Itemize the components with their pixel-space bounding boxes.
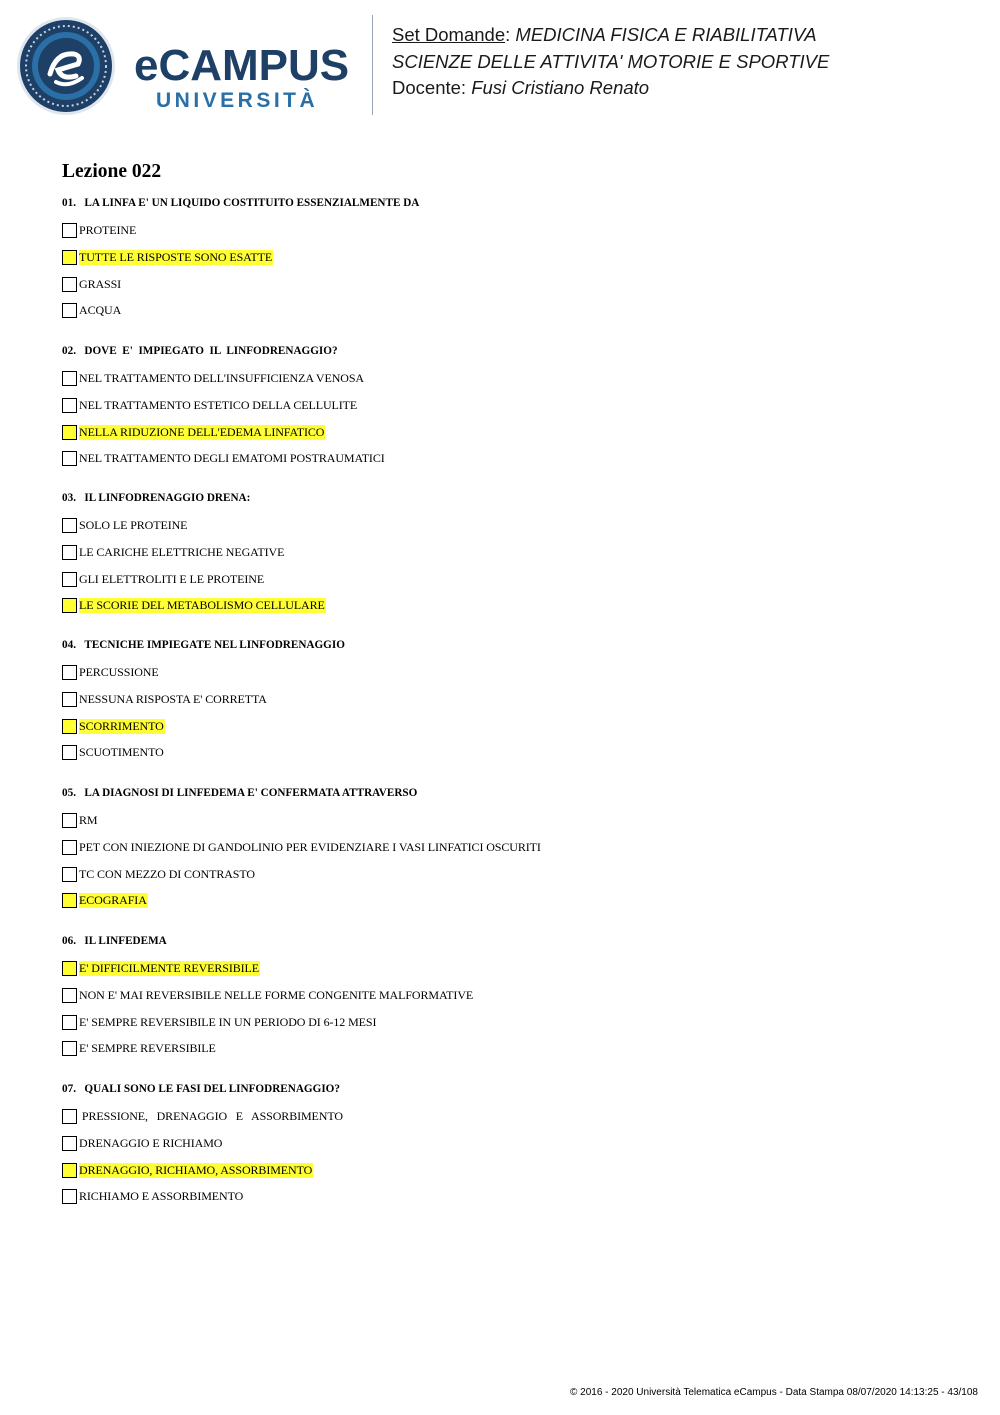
question-7 — [62, 1083, 340, 1095]
set-value: MEDICINA FISICA E RIABILITATIVA — [515, 24, 817, 45]
correct-answer-text: E' DIFFICILMENTE REVERSIBILE — [79, 960, 260, 975]
answer-text: PROTEINE — [79, 222, 137, 237]
lesson-title: Lezione 022 — [62, 161, 162, 182]
ecampus-seal-icon — [17, 17, 115, 115]
answer-checkbox[interactable] — [62, 1189, 77, 1204]
answer-text: E' SEMPRE REVERSIBILE IN UN PERIODO DI 6-12 MESI — [79, 1014, 377, 1029]
answer-checkbox[interactable] — [62, 840, 77, 855]
question-2 — [62, 345, 338, 357]
question-text: LA DIAGNOSI DI LINFEDEMA E' CONFERMATA ATTRAVERSO — [84, 787, 418, 799]
question-number: 02. — [62, 345, 76, 357]
question-text: LA LINFA E' UN LIQUIDO COSTITUITO ESSENZIALMENTE DA — [84, 197, 420, 209]
set-line: Set Domande: MEDICINA FISICA E RIABILITATIVA — [392, 24, 817, 45]
answer-checkbox-correct[interactable] — [62, 1163, 77, 1178]
answer-checkbox[interactable] — [62, 1041, 77, 1056]
logo-subtitle: UNIVERSITÀ — [156, 89, 319, 112]
answer-checkbox[interactable] — [62, 545, 77, 560]
answer-checkbox[interactable] — [62, 692, 77, 707]
answer-checkbox[interactable] — [62, 303, 77, 318]
answer-text: SCUOTIMENTO — [79, 744, 164, 759]
answer-checkbox[interactable] — [62, 1015, 77, 1030]
question-5 — [62, 787, 417, 799]
correct-answer-text: ECOGRAFIA — [79, 892, 147, 907]
answer-option — [62, 248, 273, 266]
answer-option — [62, 1161, 313, 1179]
header-divider — [372, 15, 373, 115]
page-footer: © 2016 - 2020 Università Telematica eCampus - Data Stampa 08/07/2020 14:13:25 - 43/108 — [570, 1387, 978, 1398]
answer-option — [62, 449, 385, 467]
answer-option — [62, 743, 164, 761]
answer-text: SOLO LE PROTEINE — [79, 517, 188, 532]
answer-text: GRASSI — [79, 276, 122, 291]
answer-text: NESSUNA RISPOSTA E' CORRETTA — [79, 691, 267, 706]
question-number: 07. — [62, 1083, 76, 1095]
answer-checkbox[interactable] — [62, 1136, 77, 1151]
question-text: TECNICHE IMPIEGATE NEL LINFODRENAGGIO — [84, 639, 345, 651]
course-line — [392, 49, 829, 76]
answer-checkbox[interactable] — [62, 867, 77, 882]
question-text: IL LINFEDEMA — [84, 935, 167, 947]
answer-option — [62, 301, 121, 319]
page-header — [0, 0, 1000, 130]
answer-option — [62, 838, 541, 856]
answer-option — [62, 1013, 376, 1031]
answer-option — [62, 811, 97, 829]
answer-option — [62, 369, 364, 387]
answer-option — [62, 570, 264, 588]
answer-checkbox-correct[interactable] — [62, 961, 77, 976]
answer-option — [62, 717, 165, 735]
teacher-name: Fusi Cristiano Renato — [471, 77, 650, 98]
correct-answer-text: TUTTE LE RISPOSTE SONO ESATTE — [79, 249, 273, 264]
answer-text: NEL TRATTAMENTO DELL'INSUFFICIENZA VENOSA — [79, 370, 364, 385]
answer-checkbox[interactable] — [62, 398, 77, 413]
set-label: Set Domande — [392, 24, 506, 45]
answer-checkbox[interactable] — [62, 745, 77, 760]
answer-option — [62, 690, 267, 708]
answer-text: RICHIAMO E ASSORBIMENTO — [79, 1188, 244, 1203]
answer-text: ACQUA — [79, 302, 122, 317]
question-3 — [62, 492, 250, 504]
answer-option — [62, 596, 326, 614]
answer-text: NEL TRATTAMENTO ESTETICO DELLA CELLULITE — [79, 397, 358, 412]
answer-option — [62, 275, 121, 293]
question-number: 05. — [62, 787, 76, 799]
answer-option — [62, 543, 284, 561]
answer-text: PRESSIONE, DRENAGGIO E ASSORBIMENTO — [79, 1108, 343, 1123]
answer-text: LE CARICHE ELETTRICHE NEGATIVE — [79, 544, 285, 559]
answer-option — [62, 516, 187, 534]
answer-checkbox[interactable] — [62, 518, 77, 533]
answer-checkbox-correct[interactable] — [62, 250, 77, 265]
answer-option — [62, 221, 136, 239]
answer-option — [62, 1107, 343, 1125]
teacher-label: Docente: — [392, 77, 467, 98]
answer-checkbox[interactable] — [62, 813, 77, 828]
answer-text: PET CON INIEZIONE DI GANDOLINIO PER EVIDENZIARE I VASI LINFATICI OSCURITI — [79, 839, 541, 854]
answer-option — [62, 663, 159, 681]
answer-checkbox[interactable] — [62, 371, 77, 386]
answer-checkbox[interactable] — [62, 277, 77, 292]
answer-option — [62, 1187, 243, 1205]
question-number: 03. — [62, 492, 76, 504]
answer-option — [62, 423, 325, 441]
answer-text: PERCUSSIONE — [79, 664, 159, 679]
question-text: QUALI SONO LE FASI DEL LINFODRENAGGIO? — [84, 1083, 340, 1095]
answer-text: DRENAGGIO E RICHIAMO — [79, 1135, 223, 1150]
answer-text: E' SEMPRE REVERSIBILE — [79, 1040, 216, 1055]
answer-checkbox-correct[interactable] — [62, 893, 77, 908]
question-6 — [62, 935, 167, 947]
course-name: SCIENZE DELLE ATTIVITA' MOTORIE E SPORTIVE — [392, 50, 830, 72]
answer-checkbox[interactable] — [62, 665, 77, 680]
answer-checkbox[interactable] — [62, 223, 77, 238]
answer-checkbox-correct[interactable] — [62, 425, 77, 440]
answer-text: TC CON MEZZO DI CONTRASTO — [79, 866, 255, 881]
correct-answer-text: SCORRIMENTO — [79, 718, 164, 733]
answer-checkbox[interactable] — [62, 451, 77, 466]
question-number: 04. — [62, 639, 76, 651]
question-number: 01. — [62, 197, 76, 209]
correct-answer-text: DRENAGGIO, RICHIAMO, ASSORBIMENTO — [79, 1162, 313, 1177]
answer-option — [62, 1039, 216, 1057]
answer-checkbox[interactable] — [62, 1109, 77, 1124]
answer-option — [62, 959, 260, 977]
answer-option — [62, 865, 255, 883]
answer-checkbox-correct[interactable] — [62, 598, 77, 613]
answer-option — [62, 396, 357, 414]
question-text: DOVE E' IMPIEGATO IL LINFODRENAGGIO? — [84, 345, 338, 357]
answer-text: RM — [79, 812, 98, 827]
answer-option — [62, 986, 473, 1004]
answer-text: NEL TRATTAMENTO DEGLI EMATOMI POSTRAUMATICI — [79, 450, 385, 465]
answer-checkbox-correct[interactable] — [62, 719, 77, 734]
answer-checkbox[interactable] — [62, 572, 77, 587]
question-text: IL LINFODRENAGGIO DRENA: — [84, 492, 251, 504]
correct-answer-text: LE SCORIE DEL METABOLISMO CELLULARE — [79, 597, 325, 612]
logo-brand: eCAMPUS — [134, 41, 350, 90]
answer-option — [62, 891, 148, 909]
question-1 — [62, 197, 419, 209]
question-4 — [62, 639, 345, 651]
correct-answer-text: NELLA RIDUZIONE DELL'EDEMA LINFATICO — [79, 424, 325, 439]
ecampus-logo — [16, 14, 361, 118]
header-info — [392, 22, 829, 102]
answer-text: GLI ELETTROLITI E LE PROTEINE — [79, 571, 265, 586]
answer-text: NON E' MAI REVERSIBILE NELLE FORME CONGENITE MALFORMATIVE — [79, 987, 474, 1002]
teacher-line — [392, 75, 829, 102]
question-number: 06. — [62, 935, 76, 947]
answer-checkbox[interactable] — [62, 988, 77, 1003]
answer-option — [62, 1134, 222, 1152]
